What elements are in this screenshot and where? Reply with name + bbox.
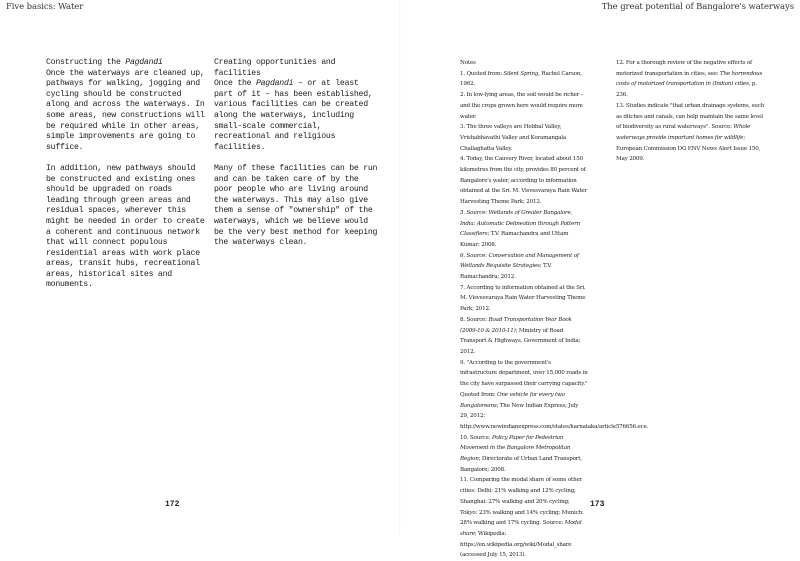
footnote-italic: 5. Source: Wetlands of Greater Bangalore, India: Automatic Delineation through Pattern Classifiers <box>460 209 581 238</box>
footnote <box>460 358 649 433</box>
paragraph: Many of these facilities can be run and can be taken care of by the poor people who are living around the waterways. This may also give them a sense of "ownership" of the waterways, which we believe would be the very best method for keeping the waterways clean. <box>214 163 378 248</box>
footnote-text: 4. Today, the Cauvery River, located about 150 kilometres from the city, provides 80 percent of Bangalore's water, according to information obtained at the Sri. M. Visvesvaraya Rain Water Harvesting Theme Park; 2012. <box>460 156 588 206</box>
footnote <box>460 433 588 476</box>
footnote-text: 2. In low-lying areas, the soil would be richer – and the crops grown here would require more water. <box>460 92 584 120</box>
page-number-left: 172 <box>165 500 180 509</box>
column-pagdandi <box>46 58 208 302</box>
column-opportunities <box>214 58 379 259</box>
footnote <box>460 208 588 251</box>
footnote-text: 8. Source: <box>460 316 489 323</box>
footnote <box>460 69 588 90</box>
footnote-italic: 6. Source: Conservation and Management of Wetlands Requisite Strategies <box>460 252 579 270</box>
footnote-text: ; T.V. Ramachandra; 2012. <box>460 263 552 281</box>
paragraph: In addition, new pathways should be constructed and existing ones should be upgraded on roads leading through green areas and residual spaces, wherever this might be needed in order to create a coherent and continuous network that will connect populous residential areas with work place areas, transit hubs, recreational areas, historical sites and monuments. <box>46 163 205 290</box>
section-pagdandi <box>46 58 208 153</box>
paragraph-italic: Pagdandi <box>255 79 294 89</box>
footnote-text: 7. According to information obtained at the Sri. M. Visvesvaraya Rain Water Harvesting Theme Park; 2012. <box>460 284 586 313</box>
footnote <box>460 154 588 208</box>
footnote-text: ; The New Indian Express; July 29, 2012: http://www.newindianexpress.com/states/karnataka/article576656.ece. <box>460 402 649 430</box>
footnote-italic: Whole waterways provide important homes for wildlife <box>616 124 751 141</box>
footnote-text: ; Ministry of Road Transport & Highways, Government of India; 2012. <box>460 327 581 355</box>
footnote-text: 13. Studies indicate "that urban drainage systems, such as ditches and canals, can help maintain the same level of biodiversity as rural waterways". Source: <box>616 102 764 131</box>
footnote <box>616 58 764 101</box>
footnote <box>460 475 588 561</box>
left-page <box>0 0 400 534</box>
footnote-text: 9. "According to the government's infrastructure department, over 15,000 roads in the city have surpassed their carrying capacity." Quoted from: <box>460 359 588 398</box>
section-opportunities <box>214 58 379 153</box>
footnote-text: ; Wikipedia: https://en.wikipedia.org/wiki/Modal_share (accessed July 15, 2013). <box>460 530 572 559</box>
section-heading: Creating opportunities and facilities <box>214 58 336 78</box>
footnote <box>460 122 588 154</box>
footnote-text: 1. Quoted from: <box>460 70 504 77</box>
running-head-left: Five basics: Water <box>6 2 84 12</box>
footnote-text: 10. Source: <box>460 434 492 441</box>
footnote-text: 12. For a thorough review of the negative effects of motorized transportation in cities, see: <box>616 60 752 77</box>
footnote-italic: Policy Paper for Pedestrian Movement in the Bangalore Metropolitan Region <box>460 434 571 463</box>
section-heading-italic: Pagdandi <box>125 58 163 67</box>
footnote <box>460 283 588 315</box>
running-head-right: The great potential of Bangalore's waterways <box>601 2 794 12</box>
notes-column-2 <box>616 58 764 165</box>
page-number-right: 173 <box>590 500 605 509</box>
paragraph: Once the waterways are cleaned up, pathways for walking, jogging and cycling should be constructed along and across the waterways. In some areas, new constructions will be required while in other areas, simple improvements are going to suffice. <box>46 68 205 152</box>
footnote-text: ; European Commission DG ENV News Alert Issue 150, May 2009. <box>616 134 761 163</box>
paragraph-text: – or at least part of it – has been established, various facilities can be created along the waterways, including small-scale commercial, recreational and religious facilities. <box>214 79 373 152</box>
footnote-text: ; T.V. Ramachandra and Uttam Kumar; 2008. <box>460 231 569 248</box>
footnote-text: ; Directorate of Urban Land Transport, Bangalore; 2008. <box>460 456 582 473</box>
footnote-italic: Silent Spring <box>503 70 539 77</box>
footnote-text: , Rachel Carson, 1962. <box>460 70 582 88</box>
footnote <box>460 90 588 122</box>
footnote <box>460 315 588 358</box>
footnote <box>616 101 764 165</box>
footnote-italic: One vehicle for every two Bangaloreans <box>460 391 565 409</box>
footnote-italic: Road Transportation Year Book (2009-10 & 2010-11) <box>460 316 572 334</box>
paragraph-text: Once the <box>214 79 256 89</box>
notes-heading: Notes <box>460 60 476 66</box>
section-heading-prefix: Constructing the <box>46 58 126 67</box>
footnote-italic: The horrendous costs of motorized transportation in (Indian) cities <box>616 70 763 88</box>
footnote-italic: Modal share <box>460 520 582 537</box>
footnote-text: 3. The three valleys are Hebbal Valley, Vrishabhavathi Valley and Koramangala Challaghatta Valley. <box>460 124 567 152</box>
footnote-text: 11. Comparing the modal share of some other cities: Delhi: 21% walking and 12% cycling; Shanghai: 27% walking and 20% cycling; Tokyo: 23% walking and 14% cycling; Munich: 28% walking and 17% cycling. Source: <box>460 477 584 527</box>
footnote <box>460 251 588 283</box>
footnote-text: , p. 236. <box>616 81 757 99</box>
